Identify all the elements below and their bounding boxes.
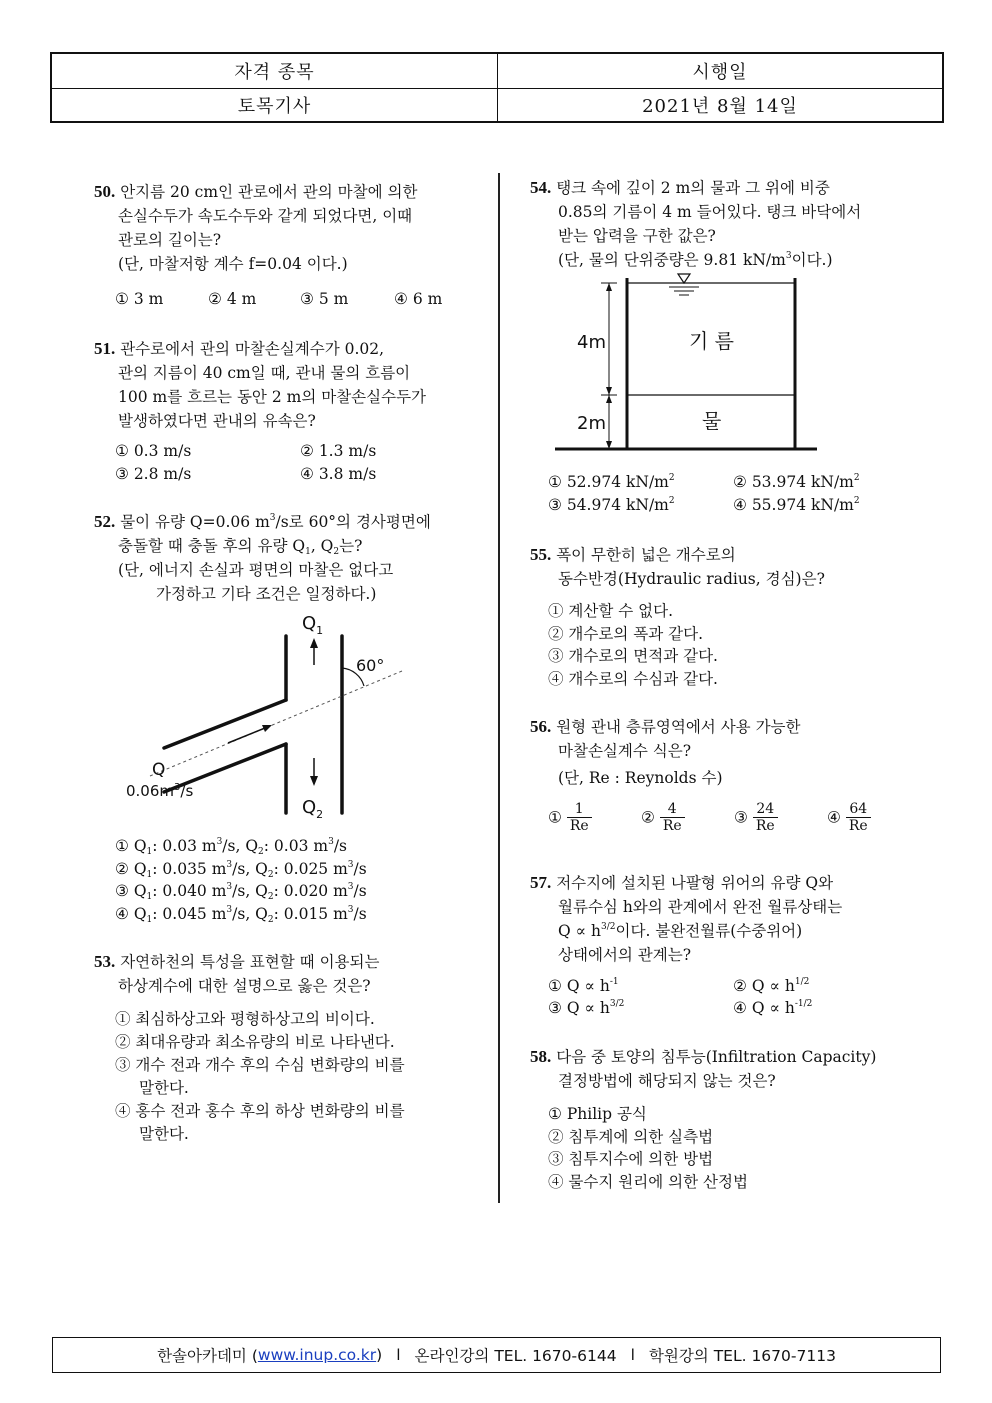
question-56 <box>530 715 801 790</box>
option-1: ① 0.3 m/s <box>115 442 192 460</box>
question-text: 받는 압력을 구한 값은? <box>558 227 716 245</box>
option-4: ④ 55.974 $kN/m^2$ <box>733 496 860 514</box>
question-number: 55. <box>530 545 552 564</box>
question-text: 자연하천의 특성을 표현할 때 이용되는 <box>120 953 380 971</box>
question-text: 동수반경(Hydraulic radius, 경심)은? <box>558 570 825 588</box>
option-3: ③ 2.8 m/s <box>115 465 192 483</box>
option-2: ② 4 m <box>208 290 257 308</box>
option-4: ④ $Q \propto h^{-1/2}$ <box>733 999 813 1017</box>
question-number: 51. <box>94 339 116 358</box>
subscript: 2 <box>333 547 340 557</box>
footer-offline-tel: 학원강의 TEL. 1670-7113 <box>648 1347 836 1365</box>
q53-options <box>115 1008 405 1146</box>
column-divider <box>498 173 500 1203</box>
option-3: ③ $Q \propto h^{3/2}$ <box>548 999 625 1017</box>
question-text: 하상계수에 대한 설명으로 옳은 것은? <box>118 977 371 995</box>
superscript: 3/2 <box>601 922 616 932</box>
question-text: 저수지에 설치된 나팔형 위어의 유량 Q와 <box>556 874 834 892</box>
option-4: ④ 개수로의 수심과 같다. <box>548 669 718 688</box>
label-oil: 기 름 <box>689 329 734 353</box>
option-1: ① $Q \propto h^{-1}$ <box>548 977 619 995</box>
question-50 <box>94 180 417 276</box>
footer-separator: l <box>630 1346 635 1364</box>
footer-bar <box>52 1337 941 1373</box>
question-text: 상태에서의 관계는? <box>558 946 692 964</box>
question-note: 가정하고 기타 조건은 일정하다.) <box>156 585 377 603</box>
header-subject-value: 토목기사 <box>52 88 498 121</box>
option-1: ① $\frac{1}{Re}$ <box>548 801 592 834</box>
label-angle: 60° <box>356 656 385 675</box>
option-2: ② 1.3 m/s <box>300 442 377 460</box>
question-58 <box>530 1045 876 1093</box>
option-1: ① Philip 공식 <box>548 1105 647 1123</box>
option-4: ④ 3.8 m/s <box>300 465 377 483</box>
label-q: Q <box>152 760 166 780</box>
option-3: ③ 침투지수에 의한 방법 <box>548 1150 714 1168</box>
option-1: ① 3 m <box>115 290 164 308</box>
question-note: (단, 마찰저항 계수 f=0.04 이다.) <box>118 255 348 273</box>
question-text: 탱크 속에 깊이 2 m의 물과 그 위에 비중 <box>556 179 830 197</box>
exam-header-table <box>50 52 944 123</box>
option-3-cont: 말한다. <box>139 1079 189 1097</box>
option-1: ① 계산할 수 없다. <box>548 602 674 620</box>
label-flow-rate: $0.06m^3/s$ <box>126 782 194 800</box>
option-3: ③ $\frac{24}{Re}$ <box>734 801 778 834</box>
footer-website-link[interactable]: www.inup.co.kr <box>257 1346 377 1364</box>
question-text: , Q <box>310 537 334 555</box>
question-text: 다음 중 토양의 침투능(Infiltration Capacity) <box>556 1048 877 1066</box>
superscript: 3 <box>785 251 792 261</box>
question-number: 50. <box>94 182 116 201</box>
question-text: 발생하였다면 관내의 유속은? <box>118 412 316 430</box>
question-52 <box>94 510 431 606</box>
option-1: ① 최심하상고와 평형하상고의 비이다. <box>115 1010 375 1028</box>
label-oil-depth: 4m <box>577 332 606 353</box>
option-3: ③ 개수로의 면적과 같다. <box>548 647 718 665</box>
q55-options <box>548 600 718 690</box>
option-2: ② $Q \propto h^{1/2}$ <box>733 977 810 995</box>
subscript: 1 <box>305 547 311 557</box>
question-text: 물이 유량 Q=0.06 m <box>120 513 270 531</box>
question-note: (단, 에너지 손실과 평면의 마찰은 없다고 <box>118 561 394 579</box>
header-date-value: 2021년 8월 14일 <box>642 95 798 117</box>
option-2: ② 최대유량과 최소유량의 비로 나타낸다. <box>115 1033 395 1051</box>
question-text: 폭이 무한히 넓은 개수로의 <box>556 546 736 564</box>
question-note: 이다.) <box>791 251 833 269</box>
question-text: 관의 지름이 40 cm일 때, 관내 물의 흐름이 <box>118 364 411 382</box>
question-text: 100 m를 흐르는 동안 2 m의 마찰손실수두가 <box>118 388 427 406</box>
footer-separator: l <box>396 1346 401 1364</box>
question-number: 57. <box>530 873 552 892</box>
footer-academy: 한솔아카데미 ( <box>157 1347 258 1365</box>
tank-diagram <box>555 268 825 458</box>
jet-impact-diagram <box>120 608 420 823</box>
option-4: ④ $\frac{64}{Re}$ <box>827 801 871 834</box>
option-2: ② 개수로의 폭과 같다. <box>548 624 703 643</box>
superscript: 3 <box>269 513 276 523</box>
option-2: ② 침투계에 의한 실측법 <box>548 1127 714 1146</box>
question-51 <box>94 337 426 433</box>
question-number: 58. <box>530 1047 552 1066</box>
question-text: 원형 관내 층류영역에서 사용 가능한 <box>556 718 801 736</box>
question-number: 52. <box>94 512 116 531</box>
label-q2: $Q_2$ <box>302 797 324 821</box>
question-number: 53. <box>94 952 116 971</box>
q52-options <box>115 835 367 925</box>
option-3: ③ $Q_1$: 0.040 $m^3/s$, $Q_2$: 0.020 $m^3/s$ <box>115 882 367 902</box>
option-4-cont: 말한다. <box>139 1125 189 1143</box>
question-text: 충돌할 때 충돌 후의 유량 Q <box>118 537 306 555</box>
label-q1: $Q_1$ <box>302 613 324 637</box>
question-note: (단, 물의 단위중량은 9.81 kN/m <box>558 251 786 269</box>
option-4: ④ 6 m <box>394 290 443 308</box>
label-water-depth: 2m <box>577 413 606 434</box>
question-number: 56. <box>530 717 552 736</box>
option-4: ④ 홍수 전과 홍수 후의 하상 변화량의 비를 <box>115 1102 405 1120</box>
option-2: ② $Q_1$: 0.035 $m^3/s$, $Q_2$: 0.025 $m^3/s$ <box>115 859 367 880</box>
option-3: ③ 54.974 $kN/m^2$ <box>548 496 675 514</box>
question-text: 마찰손실계수 식은? <box>558 742 692 760</box>
q58-options <box>548 1103 748 1193</box>
option-3: ③ 개수 전과 개수 후의 수심 변화량의 비를 <box>115 1056 405 1074</box>
header-date-label: 시행일 <box>692 62 748 83</box>
question-text: 안지름 20 cm인 관로에서 관의 마찰에 의한 <box>120 183 418 201</box>
footer-online-tel: 온라인강의 TEL. 1670-6144 <box>414 1347 617 1365</box>
option-4: ④ $Q_1$: 0.045 $m^3/s$, $Q_2$: 0.015 $m^3/s$ <box>115 904 367 925</box>
question-note: (단, Re : Reynolds 수) <box>558 769 723 787</box>
option-4: ④ 물수지 원리에 의한 산정법 <box>548 1172 748 1191</box>
option-2: ② $\frac{4}{Re}$ <box>641 801 685 834</box>
header-subject-label: 자격 종목 <box>52 54 498 88</box>
question-text: 0.85의 기름이 4 m 들어있다. 탱크 바닥에서 <box>558 203 862 221</box>
question-text: 결정방법에 해당되지 않는 것은? <box>558 1072 776 1090</box>
question-53 <box>94 950 379 998</box>
question-number: 54. <box>530 178 552 197</box>
label-water: 물 <box>702 409 722 433</box>
question-text: 월류수심 h와의 관계에서 완전 월류상태는 <box>558 898 843 916</box>
question-text: Q ∝ h <box>558 922 602 940</box>
question-57 <box>530 871 842 967</box>
question-55 <box>530 543 825 591</box>
question-text: 이다. 불완전월류(수중위어) <box>615 922 803 940</box>
option-2: ② 53.974 $kN/m^2$ <box>733 473 860 491</box>
question-text: 는? <box>339 537 363 555</box>
footer-academy-close: ) <box>376 1346 383 1364</box>
question-text: 손실수두가 속도수두와 같게 되었다면, 이때 <box>118 207 413 225</box>
option-1: ① 52.974 $kN/m^2$ <box>548 473 675 491</box>
option-3: ③ 5 m <box>300 290 349 308</box>
option-1: ① $Q_1$: 0.03 $m^3/s$, $Q_2$: 0.03 $m^3/s$ <box>115 837 347 857</box>
question-text: 관수로에서 관의 마찰손실계수가 0.02, <box>120 340 385 358</box>
question-54 <box>530 176 861 272</box>
question-text: 관로의 길이는? <box>118 231 222 249</box>
question-text: /s로 60°의 경사평면에 <box>275 513 431 531</box>
